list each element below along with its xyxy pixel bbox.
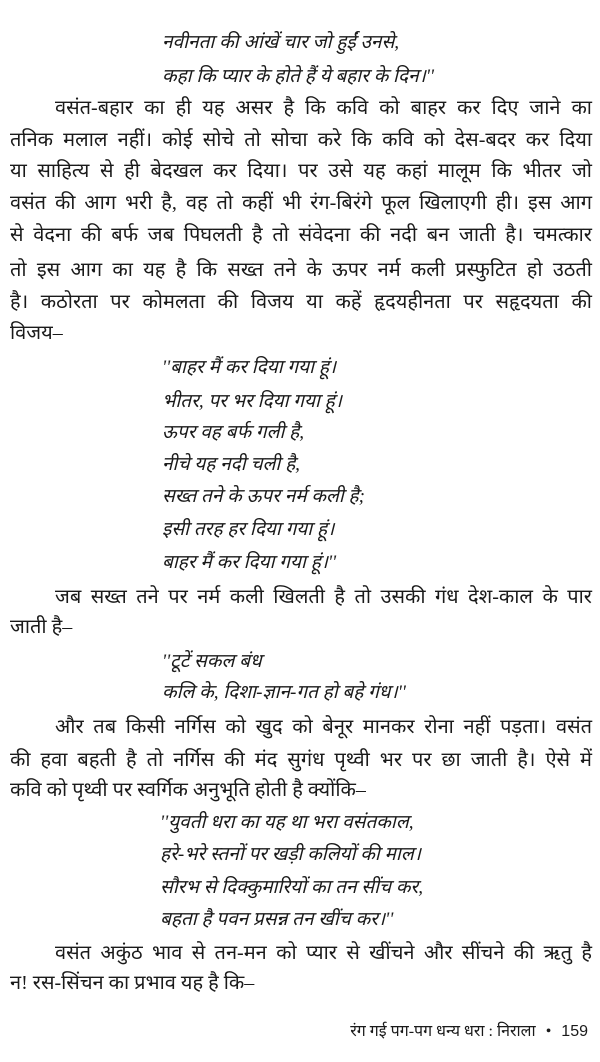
paragraph-line: वसंत-बहार का ही यह असर है कि कवि को बाहर कर दिए जाने का (55, 97, 592, 119)
verse-line: ''युवती धरा का यह था भरा वसंतकाल, (160, 812, 414, 833)
paragraph-line: की हवा बहती है तो नर्गिस की मंद सुगंध पृथ्वी भर पर छा जाती है। ऐसे में (10, 749, 592, 771)
paragraph-line: या साहित्य से ही बेदखल कर दिया। पर उसे यह कहां मालूम कि भीतर जो (10, 160, 592, 182)
verse-line: बाहर मैं कर दिया गया हूं।'' (162, 552, 337, 573)
verse-line: ''टूटें सकल बंध (162, 651, 262, 672)
verse-line: ऊपर वह बर्फ गली है, (162, 422, 304, 443)
verse-line: सख्त तने के ऊपर नर्म कली है; (162, 486, 365, 507)
verse-line: भीतर, पर भर दिया गया हूं। (162, 391, 342, 412)
paragraph-line: न! रस-सिंचन का प्रभाव यह है कि– (10, 972, 255, 994)
paragraph-line: कवि को पृथ्वी पर स्वर्गिक अनुभूति होती है क्योंकि– (10, 779, 366, 801)
page-footer (350, 1022, 588, 1042)
running-title: रंग गई पग-पग धन्य धरा : निराला (350, 1023, 536, 1040)
paragraph-line: तनिक मलाल नहीं। कोई सोचे तो सोचा करे कि कवि को देस-बदर कर दिया (10, 129, 592, 151)
verse-line: सौरभ से दिक्कुमारियों का तन सींच कर, (160, 877, 423, 898)
verse-line: नीचे यह नदी चली है, (162, 454, 300, 475)
verse-line: इसी तरह हर दिया गया हूं। (162, 519, 335, 540)
verse-line: कलि के, दिशा-ज्ञान-गत हो बहे गंध।'' (162, 682, 406, 703)
paragraph-line: जाती है– (10, 616, 73, 638)
paragraph-line: से वेदना की बर्फ जब पिघलती है तो संवेदना की नदी बन जाती है। चमत्कार (10, 224, 592, 246)
paragraph-line: वसंत की आग भरी है, वह तो कहीं भी रंग-बिरंगे फूल खिलाएगी ही। इस आग (10, 192, 592, 214)
paragraph-line: तो इस आग का यह है कि सख्त तने के ऊपर नर्म कली प्रस्फुटित हो उठती (10, 259, 592, 281)
verse-line: कहा कि प्यार के होते हैं ये बहार के दिन।'' (162, 66, 434, 87)
verse-line: हरे-भरे स्तनों पर खड़ी कलियों की माल। (160, 844, 421, 865)
verse-line: बहता है पवन प्रसन्न तन खींच कर।'' (160, 909, 394, 930)
page-number: 159 (561, 1023, 588, 1040)
paragraph-line: है। कठोरता पर कोमलता की विजय या कहें हृदयहीनता पर सहृदयता की (10, 291, 592, 313)
paragraph-line: जब सख्त तने पर नर्म कली खिलती है तो उसकी गंध देश-काल के पार (55, 586, 592, 608)
paragraph-line: वसंत अकुंठ भाव से तन-मन को प्यार से खींचने और सींचने की ऋतु है (55, 942, 592, 964)
verse-line: ''बाहर मैं कर दिया गया हूं। (162, 357, 337, 378)
paragraph-line: विजय– (10, 322, 63, 344)
bullet-separator: • (545, 1023, 552, 1040)
paragraph-line: और तब किसी नर्गिस को खुद को बेनूर मानकर रोना नहीं पड़ता। वसंत (55, 716, 592, 738)
verse-line: नवीनता की आंखें चार जो हुईं उनसे, (162, 32, 400, 53)
